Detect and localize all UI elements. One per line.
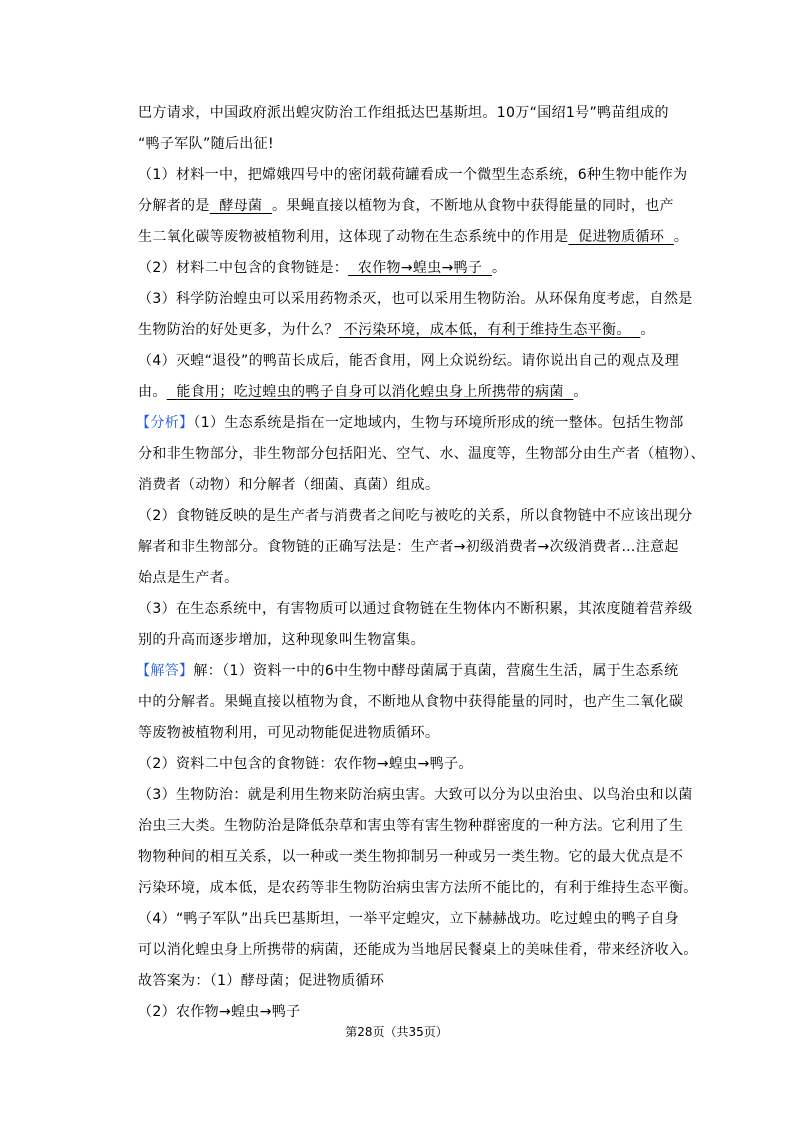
answer-line (138, 754, 473, 774)
answer-text: （2）资料二中包含的食物链：农作物→蝗虫→鸭子。 (138, 756, 473, 772)
answer-line (138, 847, 683, 867)
analysis-text: （1）生态系统是指在一定地域内，生物与环境所形成的统一整体。包括生物部 (193, 415, 684, 431)
analysis-line (138, 630, 425, 650)
analysis-line (138, 568, 238, 588)
question-text: 分解者的是 (138, 198, 210, 214)
answer-line (138, 971, 384, 991)
answer-text: 等废物被植物利用，可见动物能促进物质循环。 (138, 725, 440, 741)
answer-text: 故答案为：（1）酵母菌；促进物质循环 (138, 973, 385, 989)
question-text: 。 (573, 384, 588, 400)
analysis-line (138, 506, 693, 526)
answer-line (138, 940, 698, 960)
answer-text: 促进物质循环 (578, 229, 665, 245)
analysis-line (136, 413, 684, 433)
answer-blank (210, 198, 272, 214)
answer-blank (348, 260, 492, 276)
answer-text: 可以消化蝗虫身上所携带的病菌，还能成为当地居民餐桌上的美味佳肴，带来经济收入。 (138, 942, 698, 958)
question-text: （3）科学防治蝗虫可以采用药物杀灭，也可以采用生物防治。从环保角度考虑，自然是 (138, 291, 693, 307)
answer-blank (167, 384, 574, 400)
answer-tag: 【解答】 (136, 663, 194, 679)
answer-text: 解：（1）资料一中的6中生物中酵母菌属于真菌，营腐生生活，属于生态系统 (193, 663, 679, 679)
answer-line (138, 1002, 301, 1022)
question-1-line (138, 227, 688, 247)
question-2-line (138, 258, 506, 278)
text-line (138, 134, 274, 154)
question-text: 。果蝇直接以植物为食，不断地从食物中获得能量的同时，也产 (272, 198, 674, 214)
analysis-line (138, 444, 705, 464)
answer-text: （2）农作物→蝗虫→鸭子 (138, 1004, 301, 1020)
question-text: 。 (640, 322, 655, 338)
answer-line (138, 692, 683, 712)
answer-blank (339, 322, 640, 338)
answer-text: 能食用；吃过蝗虫的鸭子自身可以消化蝗虫身上所携带的病菌 (176, 384, 564, 400)
answer-line (138, 816, 683, 836)
analysis-text: （2）食物链反映的是生产者与消费者之间吃与被吃的关系，所以食物链中不应该出现分 (138, 508, 693, 524)
text-line (138, 103, 669, 123)
question-text: 。 (492, 260, 507, 276)
answer-line (138, 785, 693, 805)
analysis-line (138, 599, 693, 619)
analysis-text: 分和非生物部分，非生物部分包括阳光、空气、水、温度等，生物部分由生产者（植物）、 (138, 446, 705, 462)
analysis-text: 别的升高而逐步增加，这种现象叫生物富集。 (138, 632, 425, 648)
paragraph-text: 巴方请求，中国政府派出蝗灾防治工作组抵达巴基斯坦。10万“国绍1号”鸭苗组成的 (138, 105, 669, 121)
analysis-line (138, 537, 679, 557)
analysis-text: （3）在生态系统中，有害物质可以通过食物链在生物体内不断积累，其浓度随着营养级 (138, 601, 693, 617)
answer-text: 污染环境，成本低，是农药等非生物防治病虫害方法所不能比的，有利于维持生态平衡。 (138, 880, 698, 896)
answer-line (138, 909, 679, 929)
answer-line (138, 878, 698, 898)
answer-text: 农作物→蝗虫→鸭子 (357, 260, 483, 276)
question-text: 生物防治的好处更多，为什么？ (138, 322, 339, 338)
question-text: 由。 (138, 384, 167, 400)
answer-blank (569, 229, 674, 245)
answer-text: 治虫三大类。生物防治是降低杂草和害虫等有害生物种群密度的一种方法。它利用了生 (138, 818, 684, 834)
question-3-line (138, 289, 693, 309)
analysis-text: 始点是生产者。 (138, 570, 239, 586)
question-4-line (138, 351, 679, 371)
analysis-tag: 【分析】 (136, 415, 194, 431)
analysis-text: 解者和非生物部分。食物链的正确写法是：生产者→初级消费者→次级消费者…注意起 (138, 539, 679, 555)
paragraph-text: “鸭子军队”随后出征! (138, 136, 274, 152)
analysis-line (138, 475, 439, 495)
answer-text: 酵母菌 (219, 198, 263, 214)
answer-text: 物物种间的相互关系，以一种或一类生物抑制另一种或另一类生物。它的最大优点是不 (138, 849, 684, 865)
question-1-line (138, 196, 674, 216)
answer-line (138, 723, 439, 743)
answer-text: 中的分解者。果蝇直接以植物为食，不断地从食物中获得能量的同时，也产生二氧化碳 (138, 694, 684, 710)
answer-line (136, 661, 678, 681)
analysis-text: 消费者（动物）和分解者（细菌、真菌）组成。 (138, 477, 440, 493)
question-text: （4）灭蝗“退役”的鸭苗长成后，能否食用，网上众说纷纭。请你说出自己的观点及理 (138, 353, 680, 369)
question-3-line (138, 320, 655, 340)
question-1-line (138, 165, 687, 185)
page-footer: 第28页（共35页） (345, 1025, 448, 1039)
answer-text: （4）“鸭子军队”出兵巴基斯坦，一举平定蝗灾，立下赫赫战功。吃过蝗虫的鸭子自身 (138, 911, 680, 927)
question-4-line (138, 382, 588, 402)
question-text: 。 (673, 229, 689, 245)
question-text: （2）材料二中包含的食物链是： (138, 260, 349, 276)
answer-text: 不污染环境，成本低，有利于维持生态平衡。 (343, 322, 631, 338)
question-text: （1）材料一中，把嫦娥四号中的密闭载荷罐看成一个微型生态系统，6种生物中能作为 (138, 167, 688, 183)
question-text: 生二氧化碳等废物被植物利用，这体现了动物在生态系统中的作用是 (138, 229, 569, 245)
answer-text: （3）生物防治：就是利用生物来防治病虫害。大致可以分为以虫治虫、以鸟治虫和以菌 (138, 787, 693, 803)
